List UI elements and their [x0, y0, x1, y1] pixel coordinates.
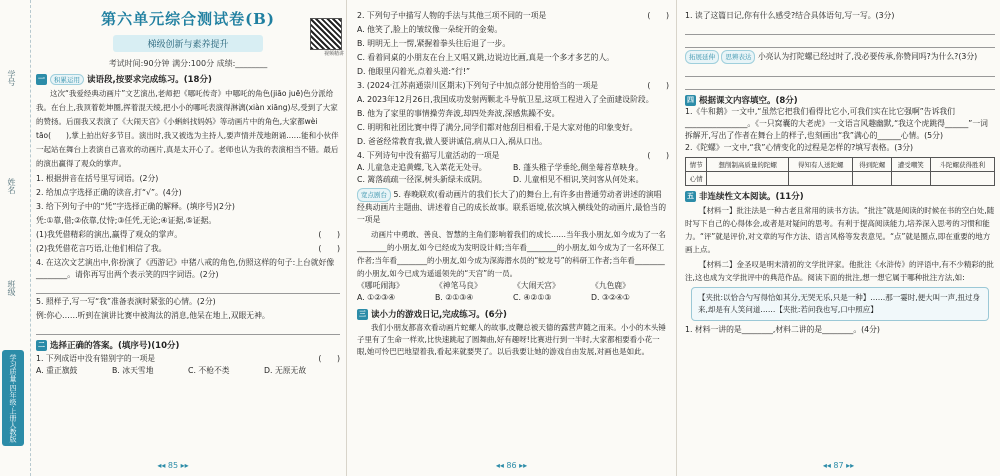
- page-85: [0, 0, 346, 476]
- question-last: 1. 材料一讲的是________,材料二讲的是________。(4分): [685, 325, 880, 334]
- question-badge: 宽点剧台: [357, 188, 391, 202]
- table-cell-answer[interactable]: [853, 172, 892, 186]
- mc2-option-c[interactable]: C. 看着同桌的小朋友在台上又唱又跳,边说边比画,真是一个多才多艺的人。: [357, 53, 615, 62]
- question-text: 2. 下列句子中描写人物的手法与其他三项不同的一项是: [357, 11, 547, 20]
- table-cell: 心情: [686, 172, 707, 186]
- mc-question-2: [357, 10, 669, 22]
- table-row: [686, 172, 995, 186]
- section-badge: 积累运用: [50, 74, 84, 85]
- answer-paren[interactable]: ( ): [647, 151, 669, 160]
- mc-question-1: [36, 353, 340, 365]
- mc4-options-row-1: [357, 162, 669, 174]
- section-number: 一: [38, 74, 45, 83]
- mc5-choices: [357, 292, 669, 304]
- table-cell: 得知有人送陀螺: [788, 158, 852, 172]
- answer-line[interactable]: [685, 37, 995, 48]
- title-1: 《哪吒闹海》: [357, 281, 404, 290]
- section-1-heading: [36, 73, 340, 85]
- section-5-heading: [685, 190, 995, 202]
- annotation-example-box: 【夹批:以恰合勺写得恰如其分,无哭无乐,只是一种】……那一霎时,便大叫一声,扭过身来,却是有人笑问道……【夹批:若问我也写,口中照应】: [691, 287, 989, 321]
- question-2: [685, 50, 995, 64]
- question-badge: 拓展延伸: [685, 50, 719, 64]
- table-cell-answer[interactable]: [707, 172, 789, 186]
- question-1: 1. 根据拼音在括号里写词语。(2分): [36, 174, 159, 183]
- mc4-option-b[interactable]: B. 蓬头稚子学垂纶,侧坐莓苔草映身。: [513, 163, 643, 172]
- question-3-sub-2: [36, 243, 340, 255]
- title-4: 《九色鹿》: [591, 281, 630, 290]
- mc3-option-b[interactable]: B. 他为了家里的事情操劳奔波,却四处奔波,深感焦躁不安。: [357, 109, 560, 118]
- page-86: [346, 0, 676, 476]
- mc2-option-d[interactable]: D. 他眼里闪着光,点着头道:“行!”: [357, 67, 471, 76]
- question-text: 4. 下列诗句中没有描写儿童活动的一项是: [357, 151, 500, 160]
- mc4-option-a[interactable]: A. 儿童急走追黄蝶,飞入菜花无处寻。: [357, 163, 487, 172]
- mc4-options-row-2: [357, 174, 669, 186]
- section-number: 三: [359, 309, 366, 318]
- table-cell: 斗陀螺获得胜利: [930, 158, 995, 172]
- mc5-option-d[interactable]: D. ③②④①: [591, 293, 630, 302]
- question-text: 1. 下列成语中没有错别字的一项是: [36, 354, 156, 363]
- section-title: 读语段,按要求完成练习。(18分): [87, 75, 212, 85]
- section-4-heading: [685, 94, 995, 106]
- mc-question-5: [357, 188, 669, 226]
- table-cell: 情节: [686, 158, 707, 172]
- fill-question-1: 1.《牛和鹅》一文中,“虽然它把我们看得比它小,可我们实在比它强啊”告诉我们________________。《一只窝囊的大老虎》一文语言风趣幽默,“我这个虎跳得______”一词拆解开,写出了作者在舞台上的样子,也刻画出“我”满心的______心情。(5分): [685, 107, 988, 140]
- mc5-titles: [357, 280, 669, 292]
- table-cell-answer[interactable]: [788, 172, 852, 186]
- mc-options-1: [36, 365, 340, 377]
- mc2-option-a[interactable]: A. 他笑了,脸上的皱纹像一朵绽开的金菊。: [357, 25, 503, 34]
- page-number: ◂◂ 85 ▸▸: [157, 461, 189, 470]
- mc5-option-b[interactable]: B. ②①③④: [435, 293, 474, 302]
- question-3-sub-1: [36, 229, 340, 241]
- mc3-option-d[interactable]: D. 爸爸经常教育我,做人要讲诚信,病从口入,祸从口出。: [357, 137, 547, 146]
- page-87: [676, 0, 1000, 476]
- answer-paren[interactable]: ( ): [647, 81, 669, 90]
- section-title: 读小力的游戏日记,完成练习。(6分): [371, 310, 507, 320]
- question-text: 3. (2024·江苏南通崇川区期末)下列句子中加点部分使用恰当的一项是: [357, 81, 599, 90]
- sub-question-text: (1)我凭借精彩的演出,赢得了观众的掌声。: [36, 230, 183, 239]
- mc2-option-b[interactable]: B. 明明无上一愣,紧握着拳头往后退了一步。: [357, 39, 511, 48]
- question-5: 5. 照样子,写一写“我”准备表演时紧张的心情。(2分): [36, 297, 216, 306]
- question-text: 5. 春晚联欢(看动画片的我们长大了)的舞台上,有许多由普通劳动者讲述的演唱经典动画片主题曲、讲述着自己的成长故事。联系语境,依次填入横线处的动画片,最恰当的一项是: [357, 190, 667, 224]
- material-1: 【材料一】批注法是一种古老且常用的读书方法。“批注”就是阅读的时候在书的空白处,随时写下自己的心得体会,或者是对疑问的思考。有利于提高阅读能力,培养深入思考的习惯和能力。“评”就是评价,对文章的写作方法、语言风格等发表意见。“点”就是圈点,即在重要的地方画上点。: [685, 206, 995, 254]
- question-4: 4. 在这次文艺演出中,你扮演了《西游记》中猪八戒的角色,仿照这样的句子:上台就好像________。请你再写出两个表示笑的四字词语。(2分): [36, 258, 335, 279]
- mc4-option-d[interactable]: D. 儿童相见不相识,笑问客从何处来。: [513, 175, 644, 184]
- table-cell: 得到陀螺: [853, 158, 892, 172]
- fill-question-2: 2.《陀螺》一文中,“我”心情变化的过程是怎样的?填写表格。(3分): [685, 143, 914, 152]
- option-d[interactable]: D. 无原无故: [264, 366, 307, 375]
- mc5-option-a[interactable]: A. ①②③④: [357, 293, 396, 302]
- mc5-option-c[interactable]: C. ④②①③: [513, 293, 552, 302]
- page-number: ◂◂ 86 ▸▸: [495, 461, 528, 470]
- material-2: 【材料二】金圣叹是明末清初的文学批评家。他批注《水浒传》的评语中,有不少精彩的批注,这也成为文学批评中的典范作品。阅读下面的批注,想一想它属于哪种批注方法,如:: [685, 260, 994, 282]
- question-3-options: 凭:①靠,借;②依靠,仗恃;③任凭,无论;④证据,⑤证据。: [36, 216, 217, 225]
- section-title: 选择正确的答案。(填序号)(10分): [50, 341, 180, 351]
- answer-paren[interactable]: ( ): [318, 244, 340, 253]
- answer-paren[interactable]: ( ): [318, 230, 340, 239]
- table-row: [686, 158, 995, 172]
- mc5-passage: 动画片中勇敢、善良、智慧的主角们影响着我们的成长……当年我小朋友,如今成为了一名________的小朋友,如今已经成为发明设计师;当年看________的小朋友,如今成为了一名环保工作者;当年看________的小朋友,如今成为深海潜水员的“蛟龙号”的科研工作者;当年看________的小朋友,如今已成为遥遥领先的“天宫”的一员。: [357, 230, 666, 278]
- table-cell: 想削制高质量的陀螺: [707, 158, 789, 172]
- question-3: 3. 给下列句子中的“凭”字选择正确的解释。(填序号)(2分): [36, 202, 235, 211]
- series-tag: 学习质量·四年级·上册人教版: [2, 350, 24, 446]
- option-a[interactable]: A. 重正旗鼓: [36, 366, 78, 375]
- title-2: 《神笔马良》: [435, 281, 482, 290]
- option-b[interactable]: B. 冰天雪地: [112, 366, 154, 375]
- reading-passage: 这次“我爱经典动画片”文艺演出,老师把《哪吒传奇》中哪吒的角色(jiāo juē)色分派给我。在台上,我顶着乾坤圈,挥着混天绫,把小小的哪吒表演得淋漓(xiàn xiāng)尽,受到了大家的赞扬。后面我又表演了《大闹天宫》《小蝌蚪找妈妈》等动画片中的角色,大家都wèi tāo( ),掌上拍出好多节目。演出时,我又被选为主持人,要声情并茂地朗诵……能和小伙伴一起站在舞台上表演自己喜欢的动画片,真是太开心了。老师也认为我的表演相当不错。最后的演出赢得了观众的掌声。: [36, 89, 339, 168]
- sub-question-text: (2)我凭借花言巧语,让他们相信了我。: [36, 244, 167, 253]
- mc-question-3: [357, 80, 669, 92]
- answer-line[interactable]: [685, 24, 995, 35]
- mc-question-4: [357, 150, 669, 162]
- binding-label-class: 班级: [7, 280, 16, 296]
- answer-line[interactable]: [36, 283, 340, 294]
- question-1: 1. 读了这篇日记,你有什么感受?结合具体语句,写一写。(3分): [685, 11, 895, 20]
- mc3-option-c[interactable]: C. 明明和社团比赛中得了满分,同学们都对他刮目相看,于是大家对他的印象变好。: [357, 123, 638, 132]
- binding-label-name: 姓名: [7, 178, 16, 194]
- section-number: 五: [687, 191, 694, 200]
- table-cell: 遭受嘲笑: [891, 158, 930, 172]
- binding-strip: [0, 0, 31, 476]
- title-3: 《大闹天宫》: [513, 281, 560, 290]
- diary-passage: 我们小朋友都喜欢看动画片蛇螺人的故事,皮鞭总被天德的露营声随之而来。小小的木头锤子里有了生命一样欢,比快速跳起了圆舞曲,好有趣呀!比赛进行到一半时,大家都相要看小花一眼,她可怜巴巴地望着我,看起来就要哭了。以后我要让她的游戏自由发展,对画也是如此。: [357, 323, 666, 356]
- exam-meta: 考试时间:90分钟 满分:100分 成绩:________: [108, 59, 268, 68]
- table-cell-answer[interactable]: [891, 172, 930, 186]
- answer-paren[interactable]: ( ): [647, 11, 669, 20]
- mc3-option-a[interactable]: A. 2023年12月26日,我国成功发射两颗北斗导航卫星,这项工程进入了全面建设阶段。: [357, 95, 654, 104]
- answer-line[interactable]: [685, 79, 995, 90]
- section-number: 二: [38, 340, 45, 349]
- qr-label: 视频精讲: [323, 51, 344, 57]
- question-2: 2. 给加点字选择正确的读音,打“√”。(4分): [36, 188, 182, 197]
- question-badge-2: 思辨表达: [721, 50, 755, 64]
- answer-paren[interactable]: ( ): [318, 354, 340, 363]
- table-cell-answer[interactable]: [930, 172, 995, 186]
- mood-table: [685, 157, 995, 186]
- option-c[interactable]: C. 不枪不类: [188, 366, 230, 375]
- question-5-example: 例:你心……听到在演讲比赛中被淘汰的消息,他呆在地上,双眼无神。: [36, 311, 270, 320]
- section-title: 非连续性文本阅读。(11分): [699, 192, 804, 202]
- section-number: 四: [687, 95, 694, 104]
- answer-line[interactable]: [685, 66, 995, 77]
- question-text: 小亮认为打陀螺已经过时了,没必要传承,你赞同吗?为什么?(3分): [757, 52, 978, 61]
- section-title: 根据课文内容填空。(8分): [699, 96, 798, 106]
- page-title: 第六单元综合测试卷(B): [101, 10, 275, 28]
- mc4-option-c[interactable]: C. 篱落疏疏一径深,树头新绿未成阴。: [357, 175, 487, 184]
- binding-label-student-id: 学号: [7, 70, 16, 86]
- section-3-heading: [357, 308, 669, 320]
- answer-line[interactable]: [36, 324, 340, 335]
- page-number: ◂◂ 87 ▸▸: [822, 461, 855, 470]
- page-subtitle: 梯级创新与素养提升: [113, 35, 263, 52]
- section-2-heading: [36, 339, 340, 351]
